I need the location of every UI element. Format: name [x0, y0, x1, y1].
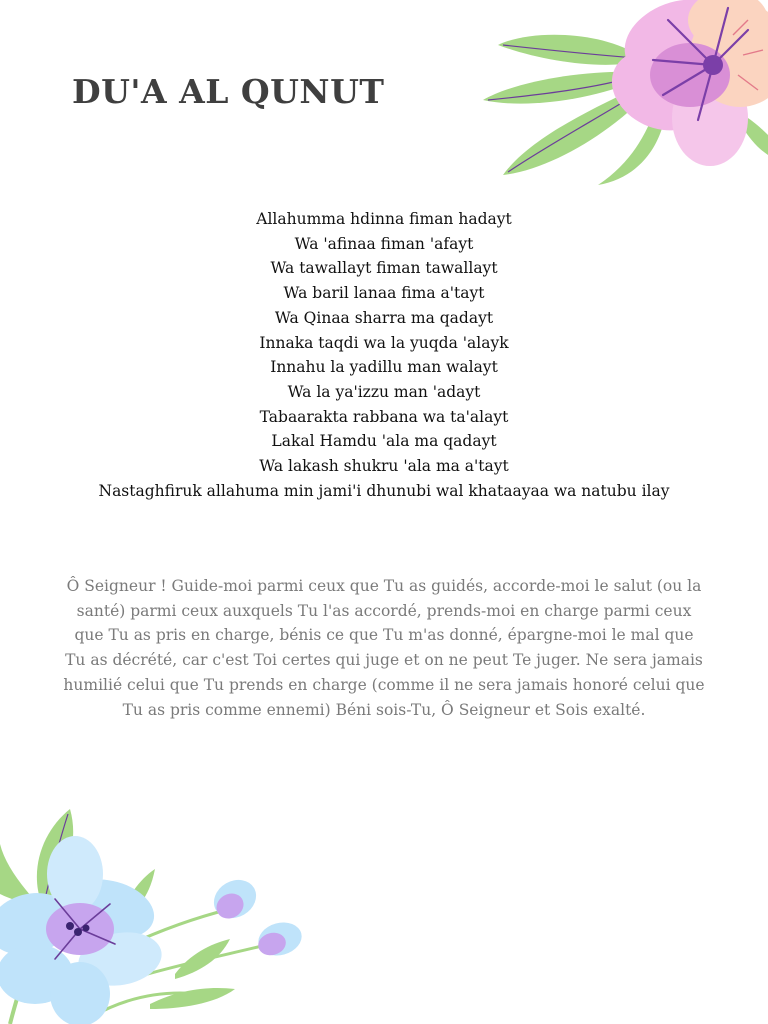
french-translation: Ô Seigneur ! Guide-moi parmi ceux que Tu as guidés, accorde-moi le salut (ou la santé) parmi ceux auxquels Tu l'as accordé, prends-moi en charge parmi ceux que Tu as pris en charge, bénis ce que Tu m'as donné, épargne-moi le mal que Tu as décrété, car c'est Toi certes qui juge et on ne peut Te juger. Ne sera jamais humilié celui que Tu prends en charge (comme il ne sera jamais honoré celui que Tu as pris comme ennemi) Béni sois-Tu, Ô Seigneur et Sois exalté. — [63, 577, 705, 719]
transliteration-line: Tabaarakta rabbana wa ta'alayt — [259, 407, 509, 426]
transliteration-line: Wa tawallayt fiman tawallayt — [270, 259, 498, 278]
transliteration-line: Innaka taqdi wa la yuqda 'alayk — [259, 333, 509, 352]
transliteration-line: Wa la ya'izzu man 'adayt — [287, 382, 481, 401]
transliteration-line: Allahumma hdinna fiman hadayt — [256, 210, 512, 228]
transliteration-line: Nastaghfiruk allahuma min jami'i dhunubi wal khataayaa wa natubu ilay — [98, 481, 670, 500]
transliteration-line: Wa baril lanaa fima a'tayt — [283, 284, 485, 303]
pink-flower-icon — [428, 0, 768, 200]
transliteration-block — [0, 207, 768, 503]
transliteration-line: Wa Qinaa sharra ma qadayt — [274, 308, 494, 327]
transliteration-line: Innahu la yadillu man walayt — [270, 358, 498, 377]
transliteration-line: Wa 'afinaa fiman 'afayt — [294, 234, 474, 253]
blue-flower-icon — [0, 804, 320, 1024]
transliteration-line: Wa lakash shukru 'ala ma a'tayt — [259, 457, 509, 476]
page-title: DU'A AL QUNUT — [72, 72, 385, 111]
transliteration-line: Lakal Hamdu 'ala ma qadayt — [271, 432, 497, 451]
